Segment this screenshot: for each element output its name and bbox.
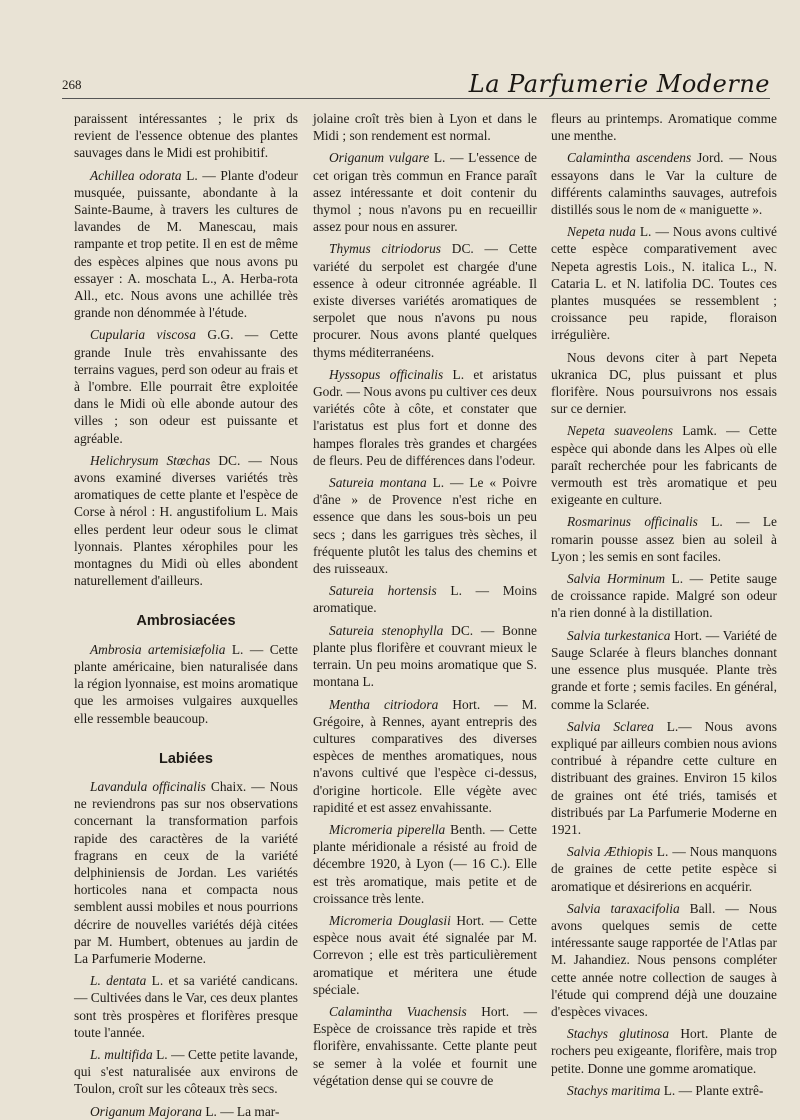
paragraph-text: Chaix. — Nous ne reviendrons pas sur nos observations concernant la transformation parfois rapide des caractères de la variété fragrans en ceux de la variété delphiniensis de Jordan. Les variétés horticoles nana et compacta nous semblent aussi mobiles et nous pourrions décrire de nouvelles variétés déjà citées par M. Humbert, obtenues au jardin de La Parfumerie Moderne. <box>74 778 298 966</box>
species-name: Satureia hortensis <box>329 583 437 599</box>
species-name: Stachys maritima <box>567 1082 661 1098</box>
species-name: Hyssopus officinalis <box>329 366 444 382</box>
col2-paragraphs <box>313 110 537 1089</box>
paragraph <box>74 1103 298 1120</box>
species-name: L. dentata <box>90 973 147 989</box>
paragraph <box>313 582 537 616</box>
paragraph-text: Benth. — Cette plante méridionale a résisté au froid de décembre 1920, à Lyon (— 16 C.). Elle est très aromatique, mais petite et de croissance très lente. <box>313 821 537 906</box>
species-name: Stachys glutinosa <box>567 1026 670 1042</box>
paragraph <box>313 474 537 577</box>
paragraph-text: G.G. — Cette grande Inule très envahissante des terrains vagues, perd son odeur au frais et à l'ombre. Elle pourrait être exploitée dans le Midi où elle abonde autour des villes ; son odeur est puissante et agréable. <box>74 327 298 446</box>
paragraph <box>313 366 537 469</box>
species-name: Salvia turkestanica <box>567 627 671 643</box>
paragraph <box>74 778 298 967</box>
paragraph-text: fleurs au printemps. Aromatique comme une menthe. <box>551 111 777 144</box>
paragraph-text: Jord. — Nous essayons dans le Var la culture de différents calaminths sauvages, autrefois distillés sous le nom de « maniguette ». <box>551 150 777 218</box>
paragraph-text: L.— Nous avons expliqué par ailleurs combien nous avions contribué à répandre cette culture en distribuant des graines. Environ 15 kilos de graines ont été triés, tamisés et distribués par La Parfumerie Moderne en 1921. <box>551 718 777 837</box>
paragraph-text: Hort. Plante de rochers peu exigeante, florifère, mais trop petite. Donne une gomme aromatique. <box>551 1026 777 1076</box>
paragraph-text: L. — Nous avons cultivé cette espèce comparativement avec Nepeta agrestis Lois., N. italica L., N. Cataria L. et N. latifolia DC. Toutes ces plantes musquées se ressemblent ; croissance peu rapide, floraison irrégulière. <box>551 224 777 343</box>
species-name: Achillea odorata <box>90 167 182 183</box>
species-name: Satureia stenophylla <box>329 622 444 638</box>
col1-paragraphs <box>74 110 298 589</box>
paragraph <box>74 1046 298 1098</box>
paragraph-text: L. — La mar- <box>201 1103 280 1119</box>
species-name: Rosmarinus officinalis <box>567 514 698 530</box>
paragraph <box>551 422 777 508</box>
species-name: Cupularia viscosa <box>90 327 196 343</box>
paragraph-text: L. — Cette plante américaine, bien naturalisée dans la région lyonnaise, est moins aromatique que les armoises vulgaires auxquelles elle ressemble beaucoup. <box>74 641 298 726</box>
paragraph-text: L. — Le romarin pousse assez bien au soleil à Lyon ; les semis en sont faciles. <box>551 514 777 564</box>
paragraph <box>313 149 537 235</box>
header-rule <box>62 98 770 99</box>
species-name: Salvia Horminum <box>567 571 666 587</box>
paragraph-text: L. et aristatus Godr. — Nous avons pu cultiver ces deux variétés côte à côte, et constater que l'aristatus est plus fort et donne des hampes florales très grandes et chargées de fleurs. Peu de différences dans l'odeur. <box>313 366 537 468</box>
species-name: Helichrysum Stœchas <box>90 452 211 468</box>
paragraph-text: DC. — Bonne plante plus florifère et couvrant mieux le terrain. Un peu moins aromatique que S. montana L. <box>313 622 537 690</box>
paragraph <box>551 513 777 565</box>
paragraph <box>313 1003 537 1089</box>
paragraph-text: Hort. — Espèce de croissance très rapide et très florifère, envahissante. Cette plante peut se semer à la volée et fournit une végétation dense qui se couvre de <box>313 1003 537 1088</box>
paragraph-text: L. — Plante d'odeur musquée, puissante, abondante à la Sainte-Baume, à travers les cultures de lavandes de M. Manescau, mais rampante et trop petite. Il en est de même des espèces alpines que nous avons pu essayer : A. moschata L., A. Herba-rota All., etc. Nous avons une achillée très grande non dénommée à l'étude. <box>74 167 298 321</box>
paragraph-text: Lamk. — Cette espèce qui abonde dans les Alpes où elle paraît recherchée pour les fabricants de vermouth est très aromatique et peu exigeante en culture. <box>551 423 777 508</box>
page-number: 268 <box>62 77 82 92</box>
col3-paragraphs <box>551 110 777 1099</box>
paragraph <box>74 167 298 322</box>
species-name: Thymus citriodorus <box>329 241 441 257</box>
paragraph-text: L. — Moins aromatique. <box>313 583 537 616</box>
paragraph <box>74 326 298 446</box>
paragraph <box>313 912 537 998</box>
paragraph <box>551 627 777 713</box>
paragraph-text: DC. — Nous avons examiné diverses variétés très aromatiques de cette plante et l'espèce de Corse à nérol : H. angustifolium L. Mais elles perdent leur odeur sous le climat lyonnais. Plantes xérophiles pour les montagnes du Midi où elles abondent naturellement d'ailleurs. <box>74 452 299 589</box>
paragraph-text: L. — L'essence de cet origan très commun en France paraît assez intéressante et doit contenir du thymol ; nous n'avons pu en recueillir assez pour nous en assurer. <box>313 150 538 235</box>
paragraph <box>74 641 298 727</box>
paragraph <box>551 1082 777 1099</box>
paragraph <box>551 570 777 622</box>
paragraph-text: Nous devons citer à part Nepeta ukranica DC, plus puissant et plus florifère. Nous poursuivrons nos essais sur ce dernier. <box>551 349 777 417</box>
paragraph-text: Hort. — Variété de Sauge Sclarée à fleurs blanches donnant une essence plus musquée. Plante très grande et forte ; semis faciles. En général, comme la Sclarée. <box>551 627 777 712</box>
paragraph <box>551 349 777 418</box>
paragraph <box>313 622 537 691</box>
species-name: Ambrosia artemisiæfolia <box>90 641 226 657</box>
paragraph-text: L. — Cette petite lavande, qui s'est naturalisée aux environs de Toulon, croît sur les côteaux très secs. <box>74 1046 298 1097</box>
ambrosiacees-paragraphs <box>74 641 298 727</box>
species-name: Lavandula officinalis <box>90 778 206 794</box>
paragraph-text: L. — Nous manquons de graines de cette petite espèce si aromatique et désirerions en acquérir. <box>551 844 777 894</box>
species-name: Salvia Sclarea <box>567 718 654 734</box>
paragraph-text: paraissent intéressantes ; le prix ds revient de l'essence obtenue des plantes sauvages dans le Midi est prohibitif. <box>74 111 298 161</box>
section-heading-ambrosiacees: Ambrosiacées <box>136 613 236 630</box>
paragraph-text: Hort. — Cette espèce nous avait été signalée par M. Correvon ; elle est très particulièrement aromatique et méritera une étude spéciale. <box>313 912 538 997</box>
paragraph <box>313 821 537 907</box>
species-name: Nepeta suaveolens <box>567 423 673 439</box>
column-2 <box>313 110 537 1089</box>
journal-title: La Parfumerie Moderne <box>468 70 770 98</box>
paragraph <box>313 240 537 360</box>
paragraph-text: Ball. — Nous avons quelques semis de cette intéressante sauge rapportée de l'Atlas par M. Jahandiez. Nous pensons compléter cette année notre collection de sauges à l'étude qui comprend déjà une douzaine d'espèces vivaces. <box>551 900 777 1019</box>
species-name: Origanum vulgare <box>329 150 430 166</box>
paragraph-text: Hort. — M. Grégoire, à Rennes, ayant entrepris des cultures comparatives des diverses espèces de menthes aromatiques, nous n'avons cultivé que l'espèce ci-dessus, d'origine horticole. Elle végète avec rapidité et est assez envahissante. <box>313 696 537 815</box>
species-name: Nepeta nuda <box>567 224 636 240</box>
paragraph-text: DC. — Cette variété du serpolet est chargée d'une essence à odeur citronnée agréable. Il existe diverses variétés aromatiques de serpolet que nous n'avons pu nous procurer. Nous avons planté quelques thyms méditerranéens. <box>313 241 537 360</box>
species-name: Calamintha ascendens <box>567 150 692 166</box>
paragraph <box>551 149 777 218</box>
species-name: Calamintha Vuachensis <box>329 1003 467 1019</box>
paragraph-text: L. — Petite sauge de croissance rapide. Malgré son odeur n'a rien donné à la distillation. <box>551 571 777 621</box>
labiees-paragraphs <box>74 778 298 1120</box>
column-1 <box>74 110 298 1120</box>
paragraph-text: L. — Plante extrê- <box>660 1082 764 1098</box>
paragraph-text: L. — Le « Poivre d'âne » de Provence n'est riche en essence que dans les sous-bois un peu secs ; dans les garrigues très sèches, il fréquente plutôt les talus des chemins et des ruisseaux. <box>313 475 537 577</box>
column-3 <box>551 110 777 1099</box>
paragraph <box>551 223 777 343</box>
species-name: Satureia montana <box>329 475 427 491</box>
species-name: Salvia Æthiopis <box>567 844 653 860</box>
species-name: Micromeria Douglasii <box>329 912 451 928</box>
paragraph <box>313 696 537 816</box>
section-heading-labiees: Labiées <box>159 750 213 767</box>
paragraph <box>551 843 777 895</box>
paragraph-text: jolaine croît très bien à Lyon et dans le Midi ; son rendement est normal. <box>313 111 537 144</box>
paragraph <box>74 110 298 162</box>
paragraph <box>74 452 298 590</box>
species-name: Origanum Majorana <box>90 1103 202 1119</box>
paragraph <box>313 110 537 144</box>
paragraph <box>551 900 777 1020</box>
species-name: Mentha citriodora <box>329 696 439 712</box>
species-name: Salvia taraxacifolia <box>567 900 680 916</box>
paragraph <box>74 972 298 1041</box>
species-name: L. multifida <box>90 1046 153 1062</box>
species-name: Micromeria piperella <box>329 821 446 837</box>
paragraph <box>551 110 777 144</box>
paragraph <box>551 1025 777 1077</box>
paragraph-text: L. et sa variété candicans. — Cultivées dans le Var, ces deux plantes sont très prospères et florifères presque toute l'année. <box>74 973 299 1040</box>
paragraph <box>551 718 777 838</box>
